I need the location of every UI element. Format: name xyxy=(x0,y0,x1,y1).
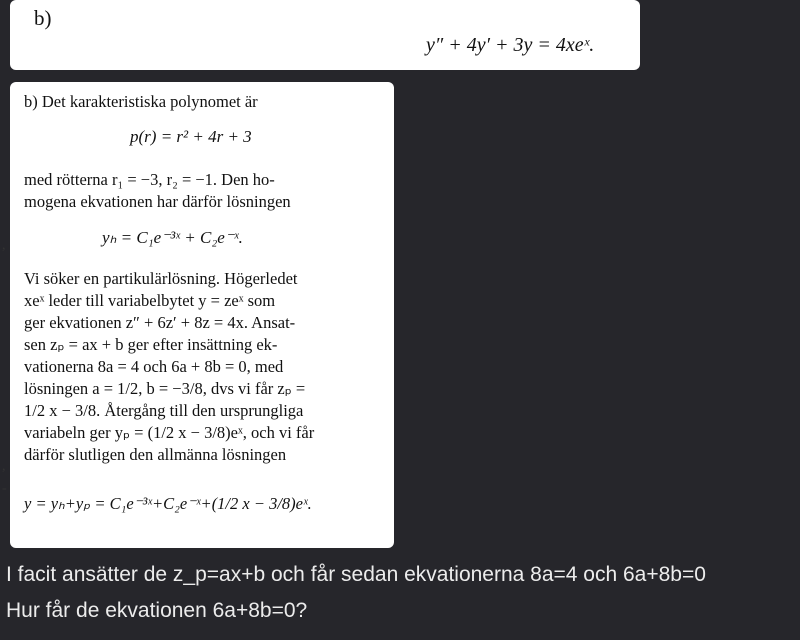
question-text-line-1: I facit ansätter de z_p=ax+b och får sedan ekvationerna 8a=4 och 6a+8b=0 xyxy=(6,563,706,586)
scan-mark: , xyxy=(2,459,6,474)
solution-paragraph-line: lösningen a = 1/2, b = −3/8, dvs vi får zₚ = xyxy=(24,379,306,398)
solution-paragraph-line: variabeln ger yₚ = (1/2 x − 3/8)eˣ, och vi får xyxy=(24,423,315,442)
scan-mark: , xyxy=(2,238,6,253)
homogeneous-solution: yₕ = C₁e⁻³ˣ + C₂e⁻ˣ. xyxy=(102,228,243,247)
solution-paragraph-line: därför slutligen den allmänna lösningen xyxy=(24,445,287,464)
roots-text-1: med rötterna r₁ = −3, r₂ = −1. Den ho- xyxy=(24,170,275,189)
characteristic-polynomial: p(r) = r² + 4r + 3 xyxy=(130,127,252,146)
solution-paragraph-line: sen zₚ = ax + b ger efter insättning ek- xyxy=(24,335,278,354)
problem-label: b) xyxy=(34,6,52,30)
solution-paragraph-line: Vi söker en partikulärlösning. Högerledet xyxy=(24,269,298,288)
problem-equation: y″ + 4y′ + 3y = 4xeˣ. xyxy=(426,34,595,56)
solution-paragraph-line: 1/2 x − 3/8. Återgång till den ursprungliga xyxy=(24,401,304,420)
solution-paragraph-line: xeˣ leder till variabelbytet y = zeˣ som xyxy=(24,291,276,310)
solution-paragraph-line: ger ekvationen z″ + 6z′ + 8z = 4x. Ansat- xyxy=(24,313,296,332)
scan-mark: - xyxy=(2,481,7,496)
general-solution: y = yₕ+yₚ = C₁e⁻³ˣ+C₂e⁻ˣ+(1/2 x − 3/8)eˣ. xyxy=(24,494,312,513)
problem-card xyxy=(10,0,640,70)
question-text-line-2: Hur får de ekvationen 6a+8b=0? xyxy=(6,599,308,622)
solution-card xyxy=(10,82,394,548)
solution-paragraph-line: vationerna 8a = 4 och 6a + 8b = 0, med xyxy=(24,357,284,376)
roots-text-2: mogena ekvationen har därför lösningen xyxy=(24,192,291,211)
solution-intro: b) Det karakteristiska polynomet är xyxy=(24,92,258,111)
